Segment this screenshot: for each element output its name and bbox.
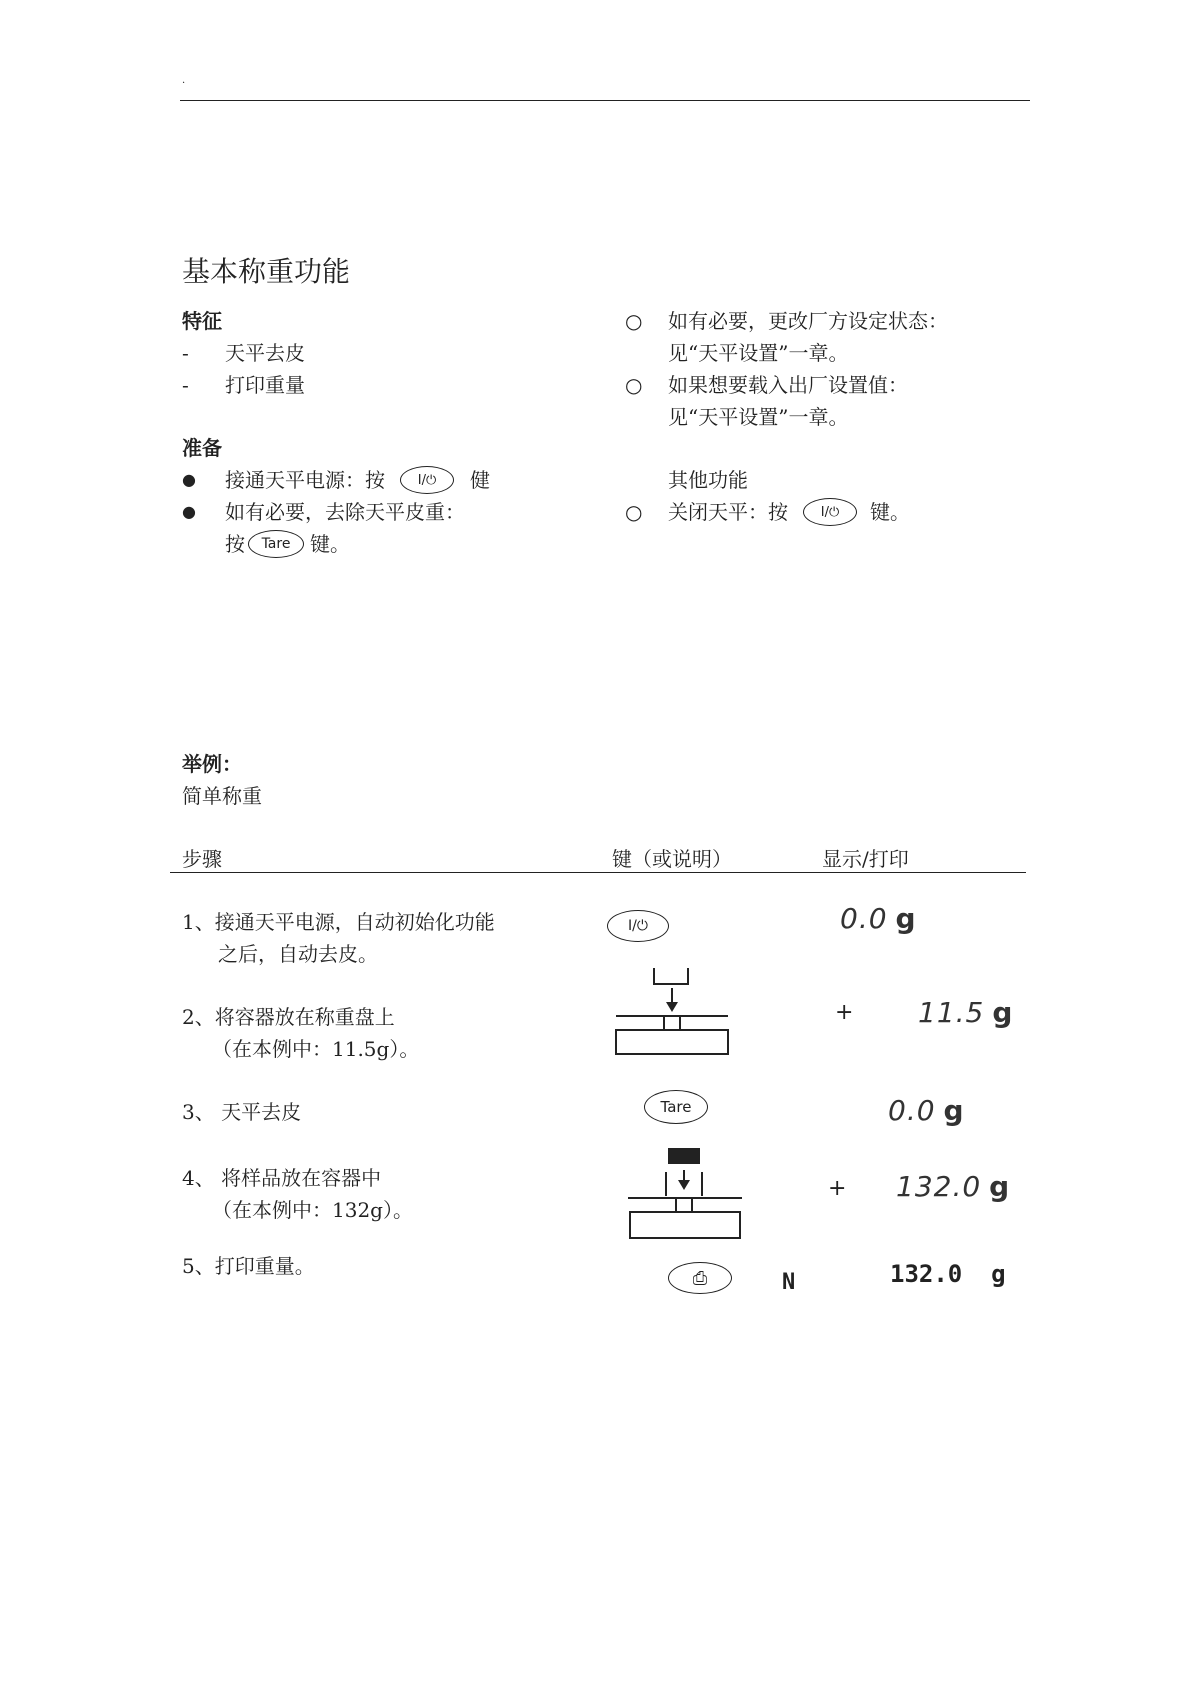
- container-on-pan-icon: [612, 966, 732, 1062]
- weight-display: [896, 1170, 1009, 1203]
- right-item-line1: 如果想要载入出厂设置值：: [668, 373, 908, 397]
- display-unit: g: [943, 1094, 964, 1127]
- step-text: 1、接通天平电源，自动初始化功能: [182, 910, 495, 934]
- display-value: 0.0: [840, 902, 888, 935]
- off-suffix: 键。: [870, 500, 910, 524]
- column-header-display: 显示/打印: [822, 847, 909, 871]
- print-key-icon: ⎙: [668, 1262, 732, 1294]
- example-subtitle: 简单称重: [182, 784, 262, 808]
- step-text: 4、 将样品放在容器中: [182, 1166, 382, 1190]
- header-rule: [180, 100, 1030, 101]
- display-value: 11.5: [918, 996, 985, 1029]
- features-bullet: -: [182, 373, 189, 397]
- right-bullet: ○: [625, 373, 643, 397]
- weight-display: [888, 1094, 964, 1127]
- column-header-step: 步骤: [182, 847, 222, 871]
- display-unit: g: [992, 996, 1013, 1029]
- step-text: （在本例中：11.5g）。: [212, 1037, 420, 1061]
- print-prefix: N: [782, 1270, 796, 1295]
- features-bullet: -: [182, 341, 189, 365]
- right-item-line2: 见“天平设置”一章。: [668, 341, 849, 365]
- power-key-icon: I/⏻: [803, 498, 857, 526]
- tare-key-icon: Tare: [644, 1090, 708, 1124]
- step-text: 之后，自动去皮。: [218, 942, 378, 966]
- off-text: 关闭天平：按: [668, 500, 788, 524]
- preparation-item-prefix: 按: [225, 532, 245, 556]
- preparation-bullet: ●: [182, 502, 196, 521]
- right-item-line2: 见“天平设置”一章。: [668, 405, 849, 429]
- step-text: （在本例中：132g）。: [212, 1198, 413, 1222]
- power-key-icon: I/⏻: [400, 466, 454, 494]
- features-item: 打印重量: [225, 373, 305, 397]
- other-functions-heading: 其他功能: [668, 468, 748, 492]
- power-key-icon: I/⏻: [607, 910, 669, 942]
- plus-sign: +: [828, 1176, 847, 1201]
- step-text: 5、打印重量。: [182, 1254, 315, 1278]
- features-item: 天平去皮: [225, 341, 305, 365]
- display-value: 132.0: [896, 1170, 982, 1203]
- tare-key-icon: Tare: [248, 530, 304, 558]
- display-unit: g: [895, 902, 916, 935]
- header-dot: .: [182, 75, 186, 86]
- preparation-item-suffix: 键。: [310, 532, 350, 556]
- page-title: 基本称重功能: [182, 255, 351, 288]
- right-item-line1: 如有必要，更改厂方设定状态：: [668, 309, 948, 333]
- column-header-key: 键（或说明）: [612, 847, 732, 871]
- display-value: 0.0: [888, 1094, 936, 1127]
- preparation-item: 接通天平电源：按: [225, 468, 385, 492]
- step-text: 3、 天平去皮: [182, 1100, 302, 1124]
- preparation-heading: 准备: [182, 436, 222, 460]
- features-heading: 特征: [182, 309, 222, 333]
- plus-sign: +: [835, 1000, 854, 1025]
- preparation-item: 如有必要，去除天平皮重：: [225, 500, 465, 524]
- example-heading: 举例：: [182, 752, 242, 776]
- right-bullet: ○: [625, 500, 643, 524]
- right-bullet: ○: [625, 309, 643, 333]
- display-unit: g: [989, 1170, 1010, 1203]
- preparation-bullet: ●: [182, 470, 196, 489]
- sample-into-container-icon: [624, 1144, 746, 1244]
- step-text: 2、将容器放在称重盘上: [182, 1005, 395, 1029]
- weight-display: [918, 996, 1012, 1029]
- weight-display: [840, 902, 916, 935]
- preparation-item-suffix: 健: [470, 468, 490, 492]
- printout-value: 132.0 g: [890, 1260, 1006, 1288]
- table-header-rule: [170, 872, 1026, 873]
